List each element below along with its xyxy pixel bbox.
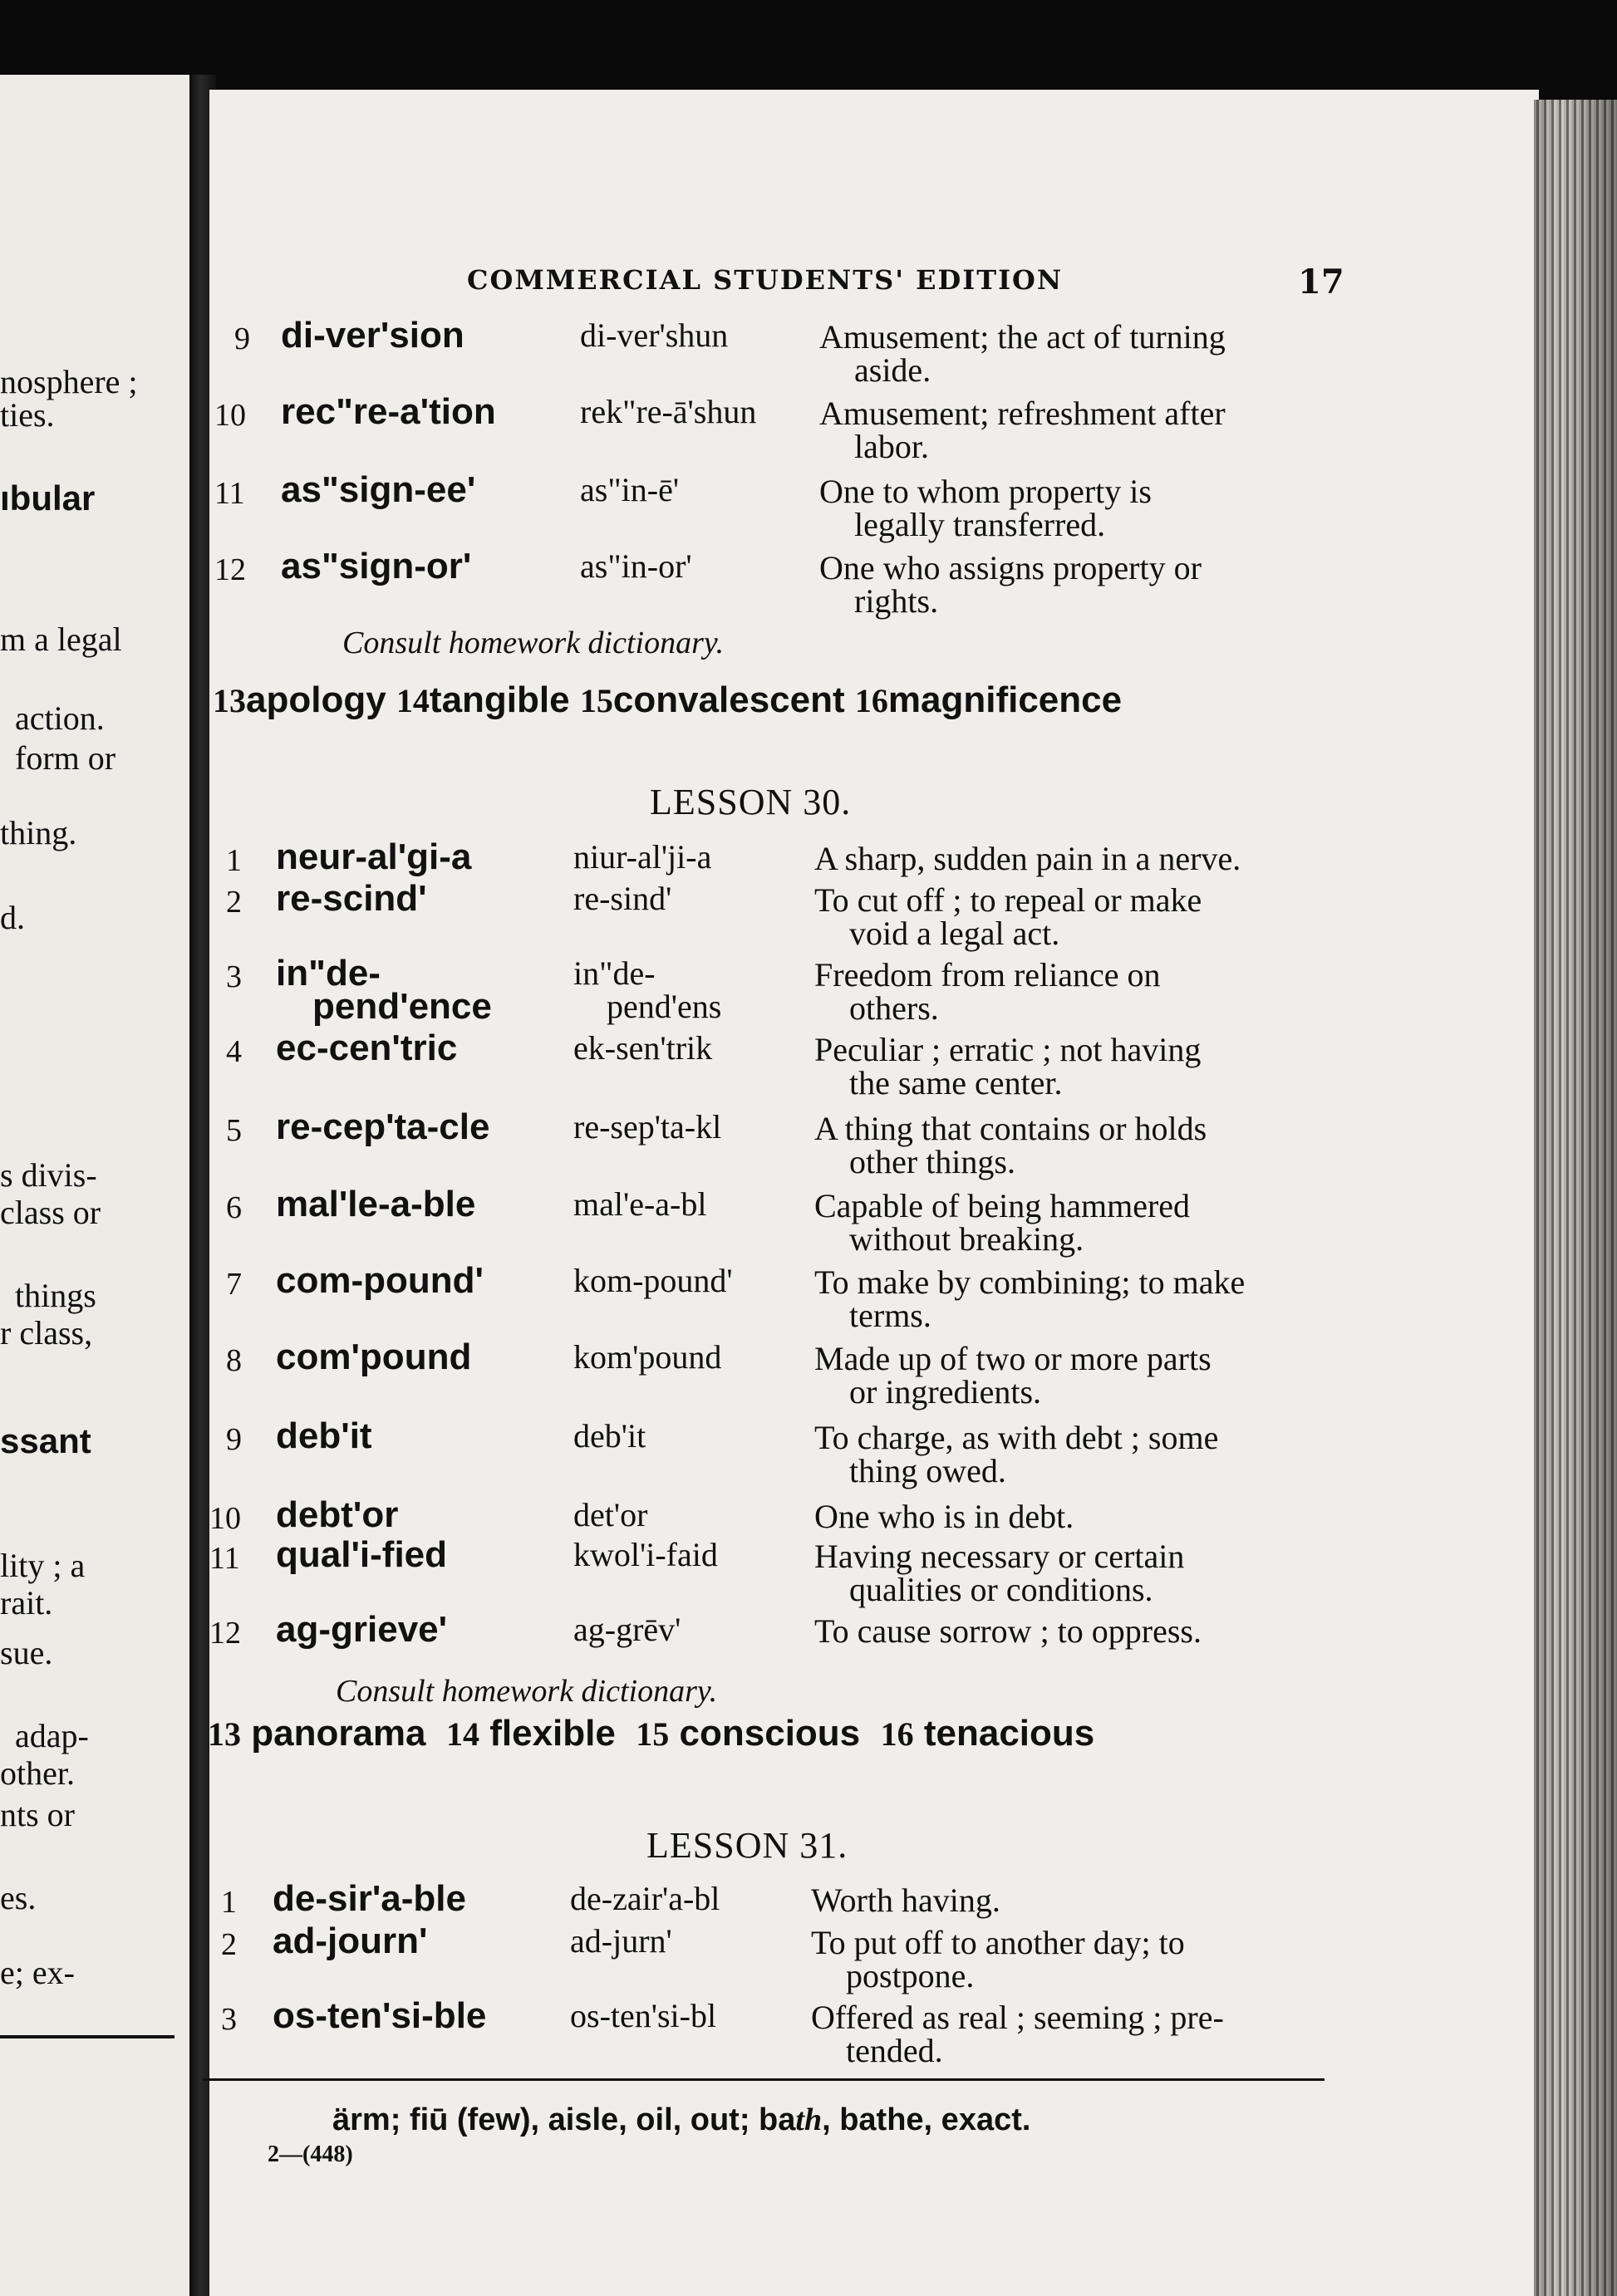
extra-words-1	[213, 679, 1122, 721]
definition-line: To cut off ; to repeal or make	[814, 881, 1202, 919]
entry-definition	[811, 1881, 1326, 1919]
extra-num: 13	[208, 1715, 241, 1753]
entry-definition	[814, 1033, 1329, 1100]
extra-num: 16	[854, 682, 888, 719]
entry-number: 10	[209, 1501, 241, 1536]
entry-number: 2	[226, 885, 242, 920]
entry-pronunciation: di-ver'shun	[580, 316, 729, 354]
definition-line: Offered as real ; seeming ; pre-	[811, 1999, 1224, 2036]
definition-line: One who is in debt.	[814, 1498, 1074, 1535]
pronunciation-key	[332, 2102, 1030, 2138]
left-page-fragment: e; ex-	[0, 1954, 75, 1991]
left-page-fragment: sue.	[0, 1634, 53, 1671]
definition-line: Made up of two or more parts	[814, 1340, 1212, 1377]
entry-pronunciation: kom'pound	[573, 1338, 722, 1376]
definition-line: A sharp, sudden pain in a nerve.	[814, 840, 1241, 877]
definition-line: Worth having.	[811, 1881, 1000, 1919]
entry-definition	[814, 1112, 1329, 1179]
entry-word: os-ten'si-ble	[273, 1995, 487, 2036]
definition-line: rights.	[854, 582, 939, 620]
entry-definition	[814, 1540, 1329, 1607]
entry-word: ec-cen'tric	[276, 1028, 458, 1068]
left-page-fragment: action.	[15, 699, 105, 737]
key-text-marked: x	[958, 2102, 976, 2137]
left-page-fragment: ssant	[0, 1421, 91, 1460]
entry-pronunciation: ag-grēv'	[573, 1611, 681, 1648]
left-page-rule	[0, 2035, 174, 2038]
extra-word: panorama	[251, 1713, 426, 1754]
entry-pronunciation: as"in-ē'	[580, 471, 680, 508]
entry-word: qual'i-fied	[276, 1534, 448, 1575]
entry-word: de-sir'a-ble	[273, 1878, 466, 1919]
left-page-fragment: other.	[0, 1754, 75, 1792]
left-page-fragment: r class,	[0, 1314, 93, 1352]
entry-number: 4	[226, 1034, 242, 1069]
entry-pronunciation: in"de-	[573, 954, 656, 992]
extra-num: 14	[396, 682, 430, 719]
entry-number: 8	[226, 1343, 242, 1378]
definition-line: thing owed.	[849, 1452, 1006, 1489]
entry-definition	[819, 475, 1334, 542]
entry-pronunciation: mal'e-a-bl	[573, 1185, 707, 1223]
entry-pronunciation: de-zair'a-bl	[570, 1880, 720, 1917]
definition-line: labor.	[854, 428, 929, 465]
extra-word: magnificence	[887, 679, 1123, 720]
entry-word: com-pound'	[276, 1260, 484, 1301]
definition-line: Freedom from reliance on	[814, 956, 1161, 993]
entry-word: rec"re-a'tion	[281, 391, 496, 432]
entry-number: 1	[226, 843, 242, 878]
entry-pronunciation: niur-al'ji-a	[573, 838, 712, 876]
left-page-fragment: m a legal	[0, 621, 122, 658]
left-page-fragment: s divis-	[0, 1156, 97, 1194]
entry-number: 7	[226, 1267, 242, 1302]
entry-word: neur-al'gi-a	[276, 836, 472, 877]
left-page-fragment: rait.	[0, 1584, 53, 1621]
entry-number: 1	[221, 1885, 237, 1920]
left-page-fragment: class or	[0, 1194, 101, 1231]
entry-number: 11	[214, 476, 245, 511]
entry-pronunciation: re-sep'ta-kl	[573, 1108, 722, 1146]
consult-note: Consult homework dictionary.	[336, 1674, 718, 1709]
extra-word: apology	[246, 679, 386, 720]
entry-definition	[814, 956, 1329, 1027]
entry-definition	[814, 1342, 1329, 1409]
entry-definition	[814, 1421, 1329, 1488]
entry-pronunciation: det'or	[573, 1496, 648, 1533]
entry-definition	[811, 2001, 1326, 2068]
definition-line: Capable of being hammered	[814, 1187, 1191, 1224]
left-page-fragment: thing.	[0, 814, 77, 851]
entry-word: re-cep'ta-cle	[276, 1106, 490, 1147]
entry-pronunciation: os-ten'si-bl	[570, 1997, 717, 2034]
entry-pronunciation: re-sind'	[573, 880, 672, 917]
entry-number: 9	[226, 1422, 242, 1457]
key-text: act.	[976, 2102, 1031, 2137]
left-page-fragment: d.	[0, 899, 25, 936]
entry-pronunciation-continued: pend'ens	[607, 988, 722, 1025]
left-page-fragment: nts or	[0, 1796, 75, 1833]
definition-line: One who assigns property or	[819, 549, 1202, 586]
entry-word: ag-grieve'	[276, 1609, 448, 1650]
entry-number: 11	[209, 1541, 240, 1576]
entry-word: ad-journ'	[273, 1921, 428, 1961]
definition-line: void a legal act.	[849, 915, 1060, 952]
entry-number: 3	[226, 959, 242, 994]
footer-rule	[203, 2078, 1325, 2081]
entry-number: 2	[221, 1927, 237, 1962]
entry-word: re-scind'	[276, 878, 427, 919]
entry-word: as"sign-or'	[281, 546, 472, 586]
entry-pronunciation: kom-pound'	[573, 1262, 733, 1299]
extra-num: 14	[445, 1715, 479, 1753]
entry-pronunciation: as"in-or'	[580, 547, 692, 585]
entry-definition	[819, 318, 1334, 389]
definition-line: legally transferred.	[854, 506, 1106, 543]
definition-line: postpone.	[846, 1957, 975, 1994]
entry-pronunciation: ek-sen'trik	[573, 1029, 713, 1067]
definition-line: other things.	[849, 1143, 1015, 1180]
entry-definition	[814, 881, 1329, 952]
signature-mark: 2—(448)	[268, 2141, 353, 2167]
entry-word: debt'or	[276, 1494, 399, 1535]
page-edges-shade	[1534, 100, 1617, 2296]
running-header: COMMERCIAL STUDENTS' EDITION	[467, 264, 1064, 296]
left-page	[0, 75, 193, 2296]
entry-definition	[814, 842, 1329, 876]
key-text: ärm; fiū (few), aisle, oil, out; ba	[332, 2102, 796, 2137]
entry-definition	[814, 1263, 1329, 1334]
extra-word: tenacious	[923, 1713, 1095, 1754]
definition-line: others.	[849, 989, 939, 1027]
entry-number: 3	[221, 2002, 237, 2037]
entry-word: in"de-	[276, 953, 381, 993]
entry-number: 12	[214, 552, 246, 587]
entry-definition	[811, 1926, 1326, 1993]
definition-line: One to whom property is	[819, 473, 1152, 510]
left-page-fragment: things	[15, 1277, 96, 1314]
definition-line: To make by combining; to make	[814, 1263, 1246, 1301]
left-page-fragment: ties.	[0, 396, 55, 434]
entry-pronunciation: kwol'i-faid	[573, 1536, 718, 1573]
definition-line: or ingredients.	[849, 1373, 1042, 1410]
entry-word: as"sign-ee'	[281, 469, 476, 510]
extra-word: conscious	[679, 1713, 861, 1754]
entry-word: di-ver'sion	[281, 315, 464, 356]
left-page-fragment: lity ; a	[0, 1547, 86, 1584]
left-page-fragment: ıbular	[0, 478, 96, 518]
consult-note: Consult homework dictionary.	[342, 626, 725, 660]
definition-line: aside.	[854, 351, 931, 389]
extra-num: 16	[880, 1715, 914, 1753]
definition-line: Amusement; the act of turning	[819, 318, 1226, 356]
left-page-fragment: adap-	[15, 1717, 89, 1754]
definition-line: without breaking.	[849, 1220, 1084, 1258]
entry-definition	[814, 1187, 1329, 1258]
entry-pronunciation: deb'it	[573, 1417, 646, 1455]
entry-definition	[819, 397, 1334, 464]
definition-line: tended.	[846, 2032, 943, 2069]
page-number: 17	[1298, 262, 1344, 302]
key-text: , bathe, e	[822, 2102, 959, 2137]
entry-pronunciation: ad-jurn'	[570, 1922, 672, 1960]
entry-word-continued: pend'ence	[312, 986, 492, 1027]
entry-definition	[814, 1612, 1329, 1650]
extra-num: 15	[636, 1715, 670, 1753]
entry-number: 6	[226, 1190, 242, 1225]
definition-line: Amusement; refreshment after	[819, 395, 1226, 432]
definition-line: qualities or conditions.	[849, 1571, 1153, 1608]
definition-line: Having necessary or certain	[814, 1538, 1185, 1575]
entry-definition	[819, 549, 1334, 620]
entry-number: 10	[214, 398, 246, 433]
entry-word: mal'le-a-ble	[276, 1184, 476, 1224]
definition-line: Peculiar ; erratic ; not having	[814, 1031, 1202, 1068]
lesson-31-title: LESSON 31.	[646, 1825, 848, 1866]
entry-number: 9	[234, 321, 250, 356]
definition-line: terms.	[849, 1297, 931, 1334]
left-page-fragment: form or	[15, 739, 116, 777]
extra-word: tangible	[429, 679, 570, 720]
definition-line: A thing that contains or holds	[814, 1110, 1207, 1147]
entry-definition	[814, 1500, 1329, 1533]
definition-line: To charge, as with debt ; some	[814, 1419, 1219, 1456]
extra-words-2	[208, 1713, 1094, 1754]
definition-line: To put off to another day; to	[811, 1924, 1185, 1961]
entry-pronunciation: rek"re-ā'shun	[580, 393, 757, 430]
entry-word: com'pound	[276, 1337, 472, 1377]
entry-number: 12	[209, 1616, 241, 1651]
key-text-italic: th	[795, 2102, 823, 2137]
entry-word: deb'it	[276, 1415, 372, 1456]
extra-num: 15	[579, 682, 613, 719]
entry-number: 5	[226, 1113, 242, 1148]
left-page-fragment: es.	[0, 1879, 37, 1916]
extra-num: 13	[213, 682, 246, 719]
definition-line: To cause sorrow ; to oppress.	[814, 1612, 1202, 1650]
definition-line: the same center.	[849, 1064, 1063, 1101]
left-page-fragment: nosphere ;	[0, 363, 138, 400]
extra-word: convalescent	[612, 679, 845, 720]
extra-word: flexible	[489, 1713, 616, 1754]
lesson-30-title: LESSON 30.	[650, 782, 852, 822]
